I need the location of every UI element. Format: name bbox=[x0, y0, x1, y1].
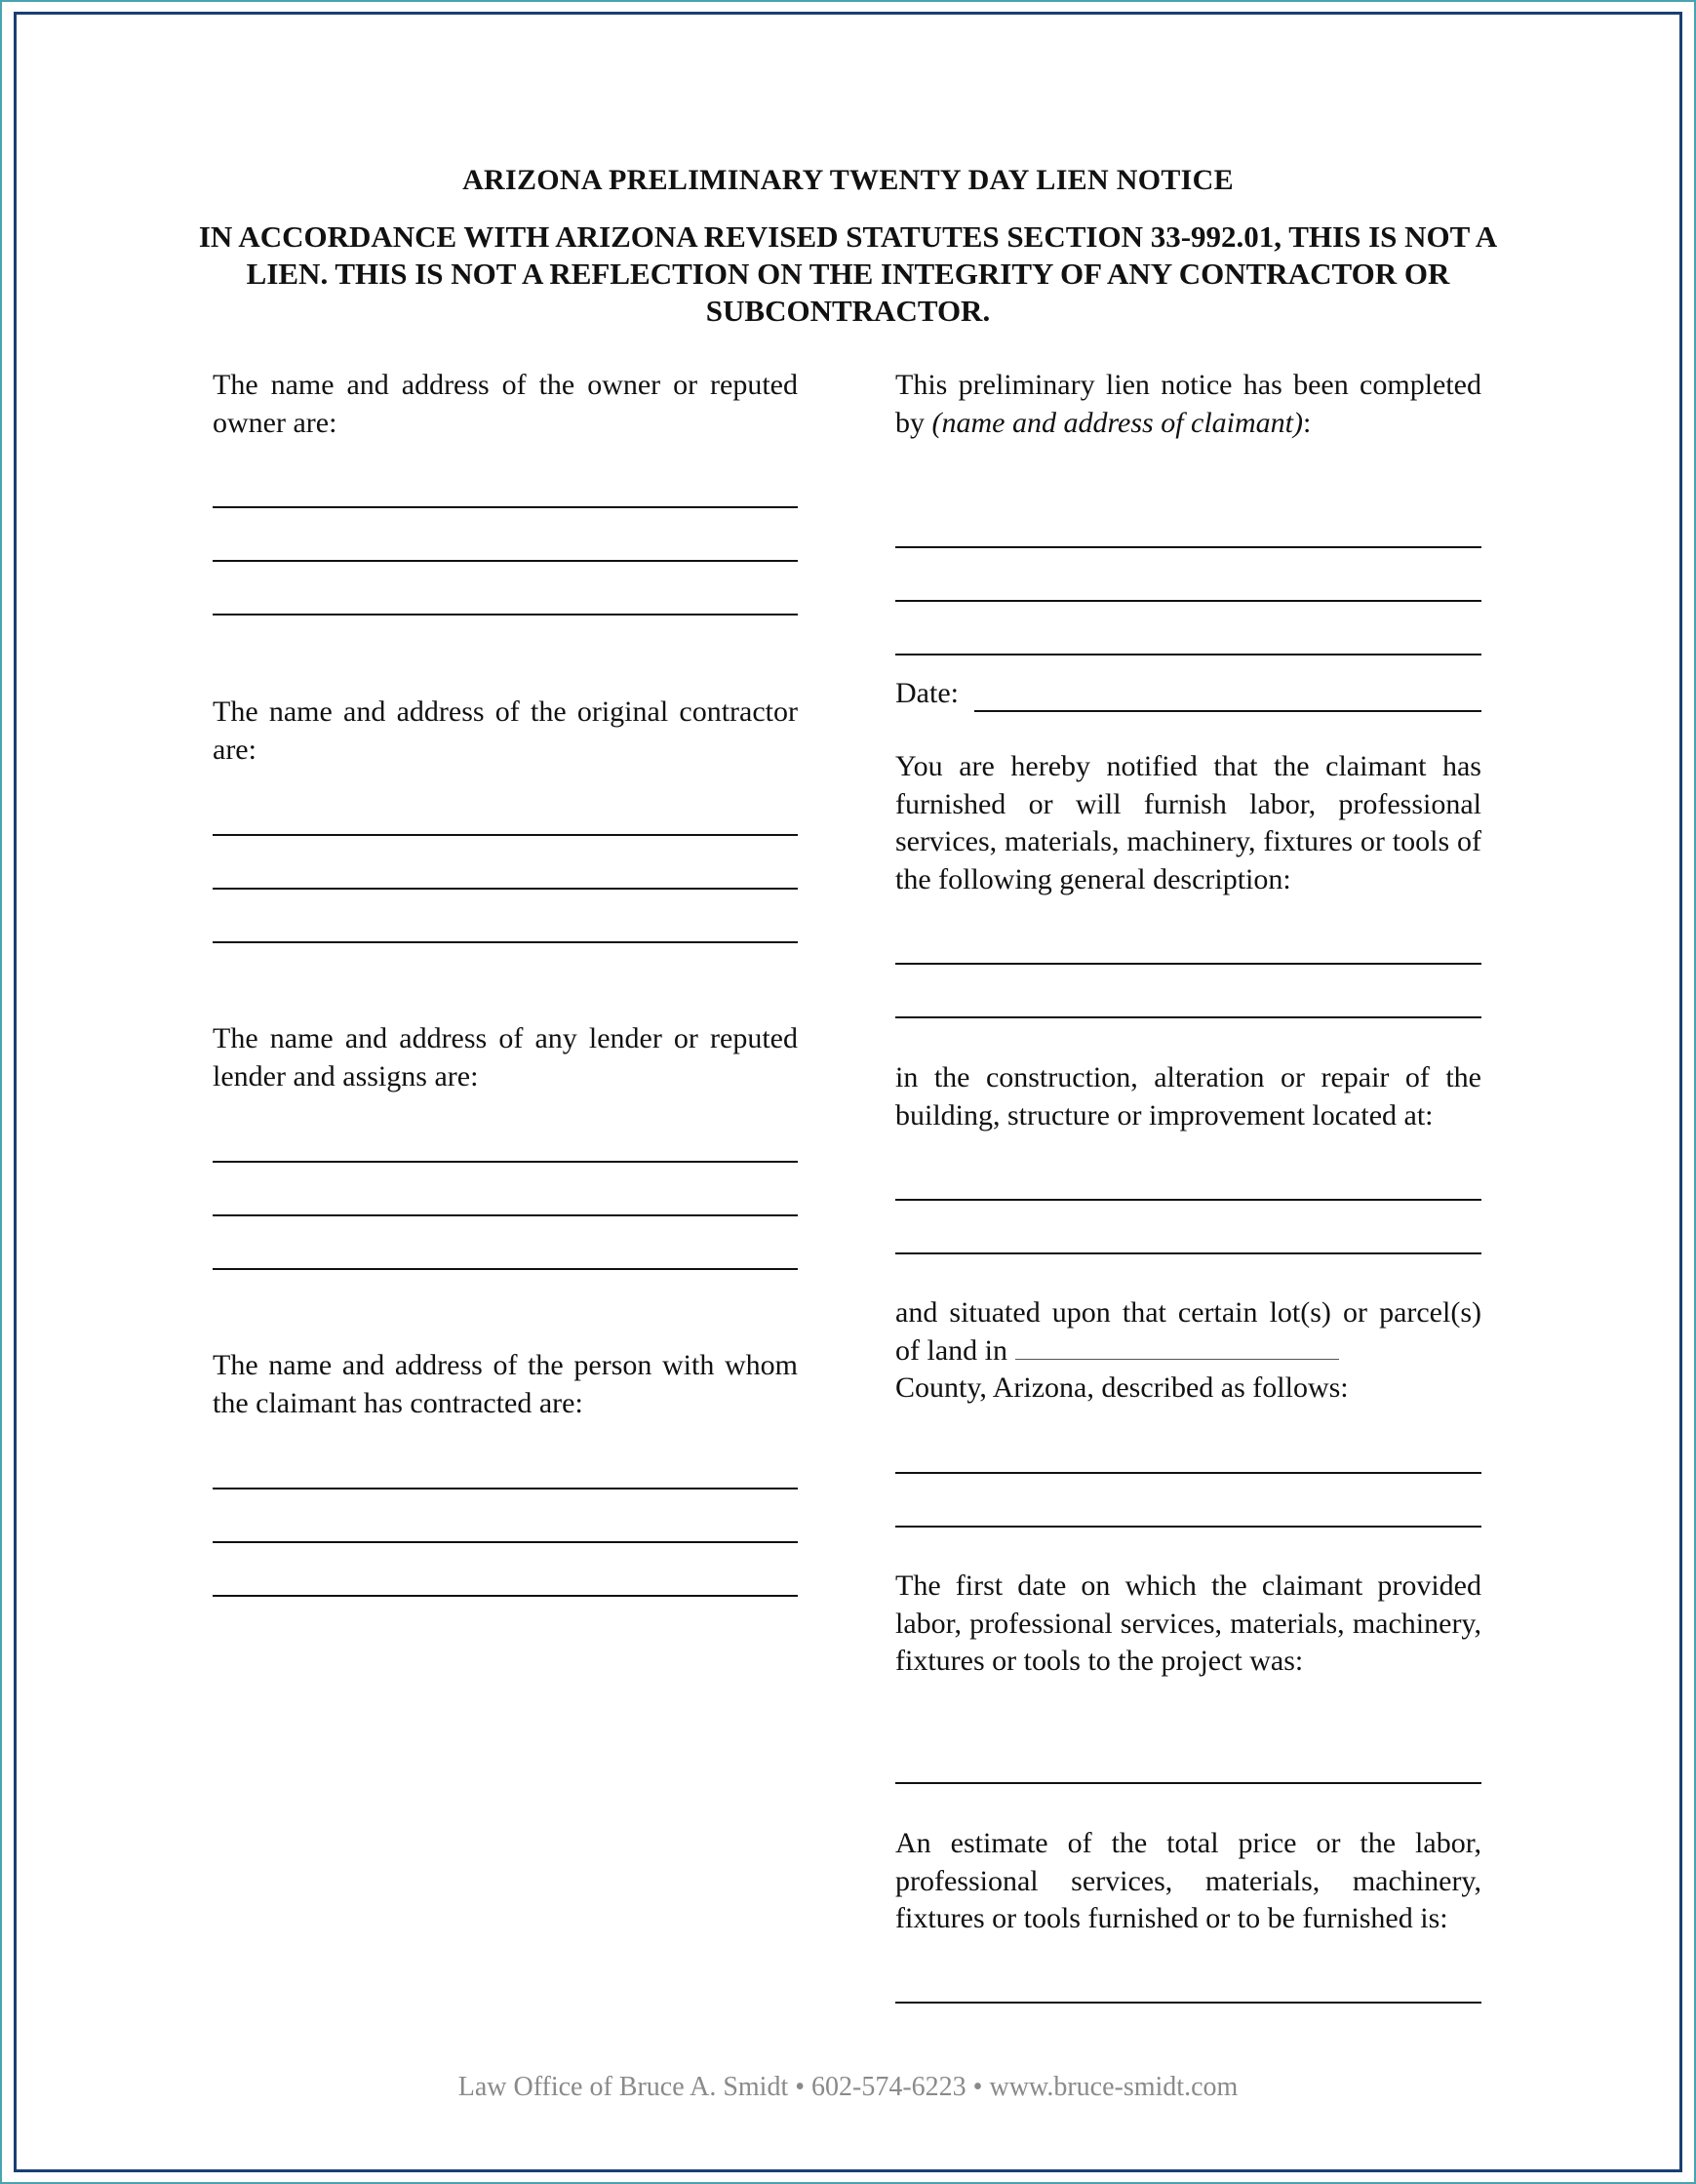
contractor-line-1[interactable] bbox=[213, 834, 798, 836]
owner-line-3[interactable] bbox=[213, 614, 798, 615]
location-line-1[interactable] bbox=[895, 1199, 1481, 1201]
first-date-text: The first date on which the claimant provided labor, professional services, materials, machinery, fixtures or tools to the project was: bbox=[895, 1569, 1481, 1677]
date-field-line[interactable] bbox=[974, 681, 1481, 712]
construction-text: in the construction, alteration or repair of the building, structure or improvement located at: bbox=[895, 1061, 1481, 1132]
description-line-1[interactable] bbox=[895, 963, 1481, 965]
owner-label: The name and address of the owner or reputed owner are: bbox=[213, 369, 798, 439]
lender-line-2[interactable] bbox=[213, 1214, 798, 1216]
lender-label: The name and address of any lender or reputed lender and assigns are: bbox=[213, 1022, 798, 1092]
situated-prefix: and situated upon that certain lot(s) or parcel(s) of land in bbox=[895, 1296, 1481, 1367]
contractor-label: The name and address of the original contractor are: bbox=[213, 695, 798, 766]
situated-suffix: County, Arizona, described as follows: bbox=[895, 1371, 1349, 1404]
completed-by-italic: (name and address of claimant) bbox=[931, 406, 1304, 439]
owner-line-2[interactable] bbox=[213, 560, 798, 562]
completed-by-prefix: This preliminary lien notice has been completed by bbox=[895, 369, 1481, 439]
contracted-person-line-2[interactable] bbox=[213, 1541, 798, 1543]
document-title: ARIZONA PRELIMINARY TWENTY DAY LIEN NOTICE bbox=[462, 164, 1234, 196]
completed-by-suffix: : bbox=[1303, 406, 1312, 439]
estimate-line[interactable] bbox=[895, 2002, 1481, 2004]
contracted-person-label: The name and address of the person with whom the claimant has contracted are: bbox=[213, 1349, 798, 1419]
contracted-person-line-3[interactable] bbox=[213, 1595, 798, 1597]
county-blank-line[interactable] bbox=[1015, 1335, 1339, 1360]
contractor-line-2[interactable] bbox=[213, 888, 798, 890]
claimant-line-2[interactable] bbox=[895, 600, 1481, 602]
document-subtitle: IN ACCORDANCE WITH ARIZONA REVISED STATUTES SECTION 33-992.01, THIS IS NOT A LIEN. THIS IS NOT A REFLECTION ON THE INTEGRITY OF ANY CONTRACTOR OR SUBCONTRACTOR. bbox=[198, 219, 1498, 328]
owner-line-1[interactable] bbox=[213, 506, 798, 508]
completed-by-label bbox=[895, 367, 1481, 442]
date-label: Date: bbox=[895, 677, 959, 709]
claimant-line-3[interactable] bbox=[895, 654, 1481, 655]
legal-description-line-1[interactable] bbox=[895, 1472, 1481, 1474]
lender-line-1[interactable] bbox=[213, 1161, 798, 1163]
date-row bbox=[895, 675, 1481, 712]
notified-text: You are hereby notified that the claimant has furnished or will furnish labor, professional services, materials, machinery, fixtures or tools of the following general description: bbox=[895, 750, 1481, 895]
first-date-line[interactable] bbox=[895, 1782, 1481, 1784]
lender-line-3[interactable] bbox=[213, 1268, 798, 1270]
contractor-line-3[interactable] bbox=[213, 941, 798, 943]
location-line-2[interactable] bbox=[895, 1252, 1481, 1254]
footer-contact: Law Office of Bruce A. Smidt • 602-574-6223 • www.bruce-smidt.com bbox=[457, 2072, 1239, 2102]
description-line-2[interactable] bbox=[895, 1016, 1481, 1018]
contracted-person-line-1[interactable] bbox=[213, 1488, 798, 1489]
situated-text bbox=[895, 1294, 1481, 1408]
legal-description-line-2[interactable] bbox=[895, 1526, 1481, 1528]
estimate-text: An estimate of the total price or the labor, professional services, materials, machinery, fixtures or tools furnished or to be furnished is: bbox=[895, 1827, 1481, 1934]
claimant-line-1[interactable] bbox=[895, 546, 1481, 548]
